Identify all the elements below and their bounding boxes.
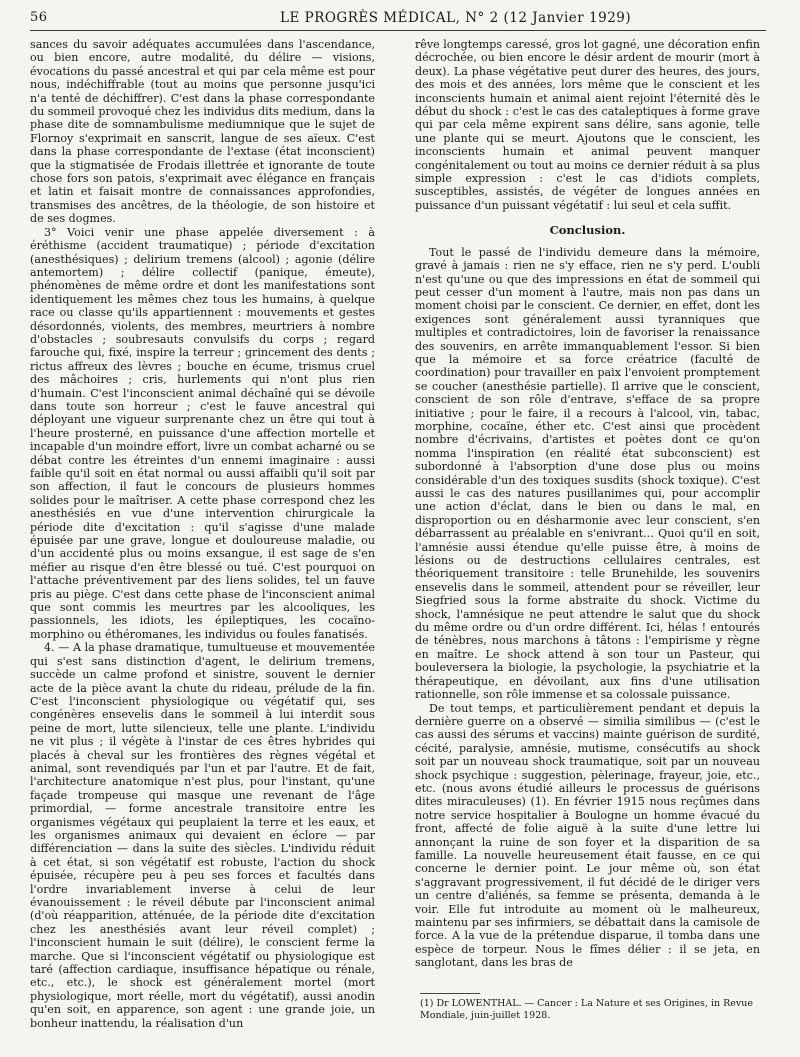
journal-title: LE PROGRÈS MÉDICAL, N° 2 (12 Janvier 1929) <box>280 10 632 26</box>
page-number: 56 <box>30 10 48 25</box>
header-rule <box>30 30 766 31</box>
left-paragraph-3: 4. — A la phase dramatique, tumultueuse et mouvementée qui s'est sans distinction d'agent, le delirium tremens, succède un calme profond et sinistre, souvent le dernier acte de la pièce avant la chute du rideau, prélude de la fin. C'est l'inconscient physiologique ou végétatif qui, ses congénères ensevelis dans le sommeil à lui interdit sous peine de mort, lutte silencieux, telle une plante. L'individu ne vit plus ; il végète à l'instar de ces êtres hybrides qui placés à cheval sur les frontières des règnes végétal et animal, sont revendiqués par l'un et par l'autre. Et de fait, l'architecture anatomique n'est plus, pour l'instant, qu'une façade trompeuse qui masque une revenant de l'âge primordial, — forme ancestrale transitoire entre les organismes végétaux qui peuplaient la terre et les eaux, et les organismes animaux qui devaient en éclore — par différenciation — dans la suite des siècles. L'individu réduit à cet état, si son végétatif est robuste, l'action du shock épuisée, récupère peu à peu ses forces et facultés dans l'ordre invariablement inverse à celui de leur évanouissement : le réveil débute par l'inconscient animal (d'où réapparition, atténuée, de la période dite d'excitation chez les anesthésiés avant leur réveil complet) ; l'inconscient humain le suit (délire), le conscient ferme la marche. Que si l'inconscient végétatif ou physiologique est taré (affection cardiaque, insuffisance hépatique ou rénale, etc., etc.), le shock est généralement mortel (mort physiologique, mort réelle, mort du végétatif), aussi anodin qu'en soit, en apparence, son agent : une grande joie, un bonheur inattendu, la réalisation d'un <box>30 641 375 1030</box>
right-column <box>415 38 760 998</box>
footnote-rule <box>420 993 480 994</box>
left-paragraph-1: sances du savoir adéquates accumulées dans l'ascendance, ou bien encore, autre modalité, du délire — visions, évocations du passé ancestral et qui par cela même est pour nous, indéchiffrable (tout au moins que personne jusqu'ici n'a tenté de déchiffrer). C'est dans la phase correspondante du sommeil provoqué chez les individus dits medium, dans la phase dite de somnambulisme mediumnique que le sujet de Flornoy s'exprimait en sanscrit, langue de ses aïeux. C'est dans la phase correspondante de l'extase (état inconscient) que la stigmatisée de Frodais illettrée et ignorante de toute chose fors son patois, s'exprimait avec élégance en français et latin et faisait montre de connaissances approfondies, transmises des ancêtres, de la théologie, de son histoire et de ses dogmes. <box>30 38 375 226</box>
footnote: (1) Dr LOWENTHAL. — Cancer : La Nature et ses Origines, in Revue Mondiale, juin-juillet 1928. <box>420 998 754 1021</box>
left-column <box>30 38 375 1048</box>
right-paragraph-2: Tout le passé de l'individu demeure dans la mémoire, gravé à jamais : rien ne s'y efface, rien ne s'y perd. L'oubli n'est qu'une ou que des impressions en état de sommeil qui peut cesser d'un moment à l'autre, mais non pas dans un moment choisi par le conscient. Ce dernier, en effet, dont les exigences sont généralement aussi tyranniques que multiples et contradictoires, loin de favoriser la renaissance des souvenirs, en arrête immanquablement l'essor. Si bien que la mémoire et sa force créatrice (faculté de coordination) pour travailler en paix l'envoient promptement se coucher (anesthésie partielle). Il arrive que le conscient, conscient de son rôle d'entrave, s'efface de sa propre initiative ; pour le faire, il a recours à l'alcool, vin, tabac, morphine, cocaïne, éther etc. C'est ainsi que procèdent nombre d'écrivains, d'artistes et poètes dont ce qu'on nomma l'inspiration (en réalité état subconscient) est subordonné à l'absorption d'une dose plus ou moins considérable d'un des toxiques susdits (shock toxique). C'est aussi le cas des natures pusillanimes qui, pour accomplir une action d'éclat, dans le bien ou dans le mal, en disproportion ou en désharmonie avec leur conscient, s'en débarrassent au préalable en s'enivrant... Quoi qu'il en soit, l'amnésie aussi étendue qu'elle puisse être, à moins de lésions ou de destructions cellulaires centrales, est théoriquement transitoire : telle Brunehilde, les souvenirs ensevelis dans le sommeil, attendent pour se réveiller, leur Siegfried sous la forme abstraite du shock. Victime du shock, l'amnésique ne peut attendre le salut que du shock du même ordre ou d'un ordre différent. Ici, hélas ! entourés de ténèbres, nous marchons à tâtons : l'empirisme y règne en maître. Le shock attend à son tour un Pasteur, qui bouleversera la biologie, la psychologie, la psychiatrie et la thérapeutique, en dévoilant, aux fins d'une utilisation rationnelle, son rôle immense et sa colossale puissance. <box>415 245 760 702</box>
section-heading: Conclusion. <box>549 223 626 238</box>
page-header <box>30 8 765 30</box>
right-paragraph-3: De tout temps, et particulièrement pendant et depuis la dernière guerre on a observé — similia similibus — (c'est le cas aussi des sérums et vaccins) mainte guérison de surdité, cécité, paralysie, amnésie, mutisme, consécutifs au shock soit par un nouveau shock traumatique, soit par un nouveau shock psychique : suggestion, pèlerinage, frayeur, joie, etc., etc. (nous avons étudié ailleurs le processus de guérisons dites miraculeuses) (1). En février 1915 nous reçûmes dans notre service hospitalier à Boulogne un homme évacué du front, affecté de folie aiguë à la suite d'une lettre lui annonçant la ruine de son foyer et la disparition de sa famille. La nouvelle heureusement était fausse, en ce qui concerne le dernier point. Le jour même où, son état s'aggravant progressivement, il fut décidé de le diriger vers un centre d'aliénés, sa femme se présenta, demanda à le voir. Elle fut introduite au moment où le malheureux, maintenu par ses infirmiers, se débattait dans la camisole de force. A la vue de la prétendue disparue, il tomba dans une espèce de torpeur. Nous le fîmes délier : il se jeta, en sanglotant, dans les bras de <box>415 701 760 970</box>
left-paragraph-2: 3° Voici venir une phase appelée diversement : à éréthisme (accident traumatique) ; période d'excitation (anesthésiques) ; delirium tremens (alcool) ; agonie (délire antemortem) ; délire collectif (panique, émeute), phénomènes de même ordre et dont les manifestations sont identiquement les mêmes chez tous les humains, à quelque race ou classe qu'ils appartiennent : mouvements et gestes désordonnés, violents, des membres, meurtriers à nombre d'obstacles ; soubresauts convulsifs du corps ; regard farouche qui, fixé, inspire la terreur ; grincement des dents ; rictus affreux des lèvres ; bouche en écume, trismus cruel des mâchoires ; cris, hurlements qui n'ont plus rien d'humain. C'est l'inconscient animal déchaîné qui se dévoile dans toute son horreur ; c'est le fauve ancestral qui déployant une vigueur surprenante chez un être qui tout à l'heure prosterné, en puissance d'une affection mortelle et incapable d'un moindre effort, livre un combat acharné ou se débat contre les étreintes d'un ennemi imaginaire : aussi faible qu'il soit en état normal ou aussi affaibli qu'il soit par son affection, il faut le concours de plusieurs hommes solides pour le maîtriser. A cette phase correspond chez les anesthésiés en vue d'une intervention chirurgicale la période dite d'excitation : qu'il s'agisse d'une malade épuisée par une grave, longue et douloureuse maladie, ou d'un accidenté plus ou moins exsangue, il est sage de s'en méfier au risque d'en être blessé ou tué. C'est pourquoi on l'attache préventivement par des liens solides, tel un fauve pris au piège. C'est dans cette phase de l'inconscient animal que sont commis les meurtres par les alcooliques, les passionnels, les idiots, les épileptiques, les cocaïno-morphino ou éthéromanes, les individus ou foules fanatisés. <box>30 225 375 641</box>
right-paragraph-1: rêve longtemps caressé, gros lot gagné, une décoration enfin décrochée, ou bien encore le désir ardent de mourir (mort à deux). La phase végétative peut durer des heures, des jours, des mois et des années, lors même que le conscient et les inconscients humain et animal aient rejoint l'éternité dès le début du shock : c'est le cas des cataleptiques à forme grave qui par cela même expirent sans délire, sans agonie, telle une plante qui se meurt. Ajoutons que le conscient, les inconscients humain et animal peuvent manquer congénitalement ou tout au moins ce dernier réduit à sa plus simple expression : c'est le cas d'idiots complets, susceptibles, assistés, de végéter de longues années en puissance d'un puissant végétatif : lui seul et cela suffit. <box>415 38 760 212</box>
